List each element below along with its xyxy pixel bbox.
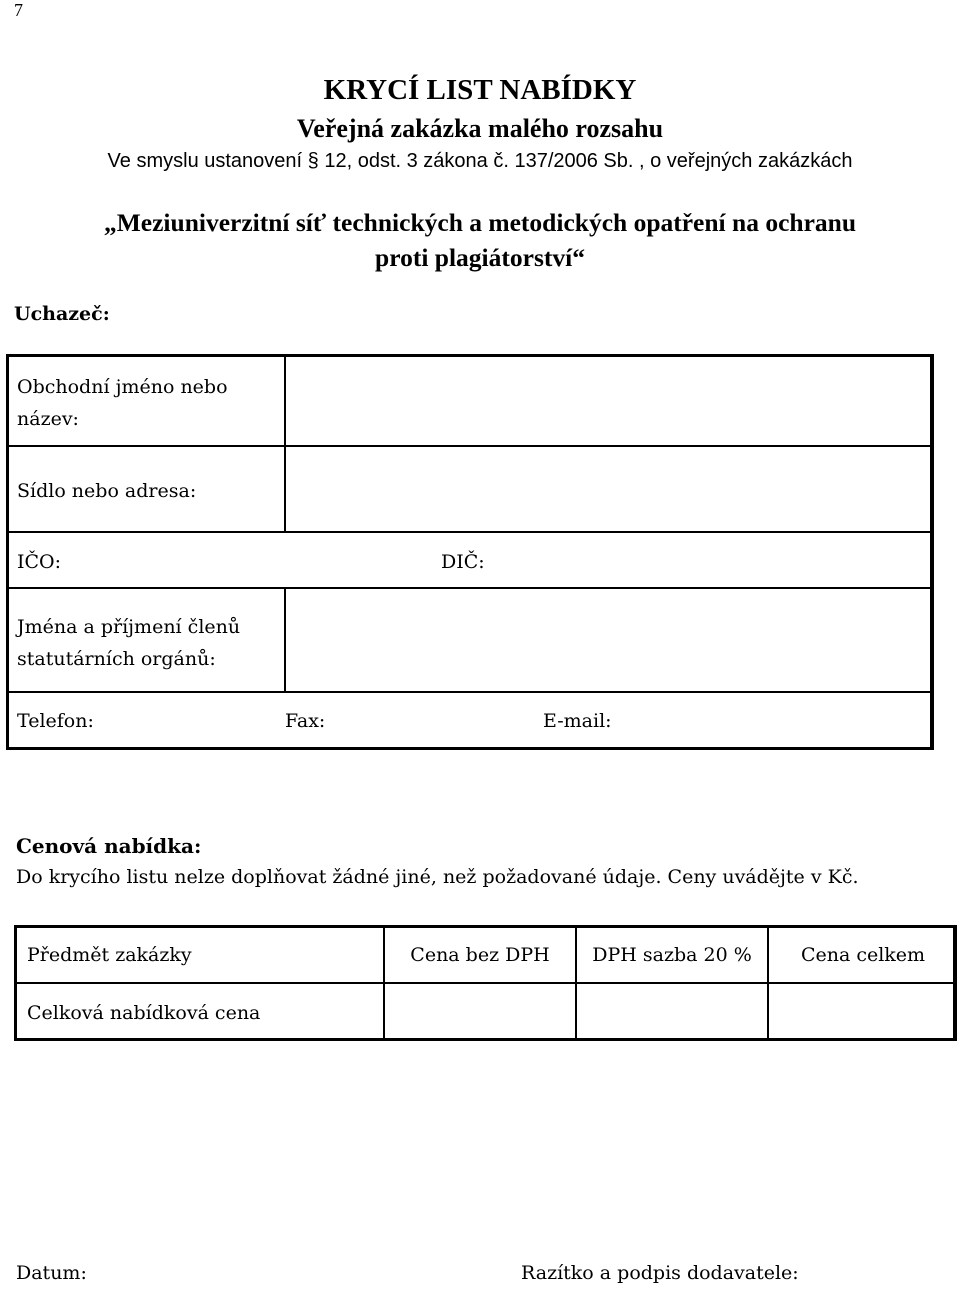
dic-label: DIČ: <box>441 551 485 573</box>
business-name-field[interactable] <box>291 361 921 441</box>
price-without-vat-field[interactable] <box>387 988 573 1036</box>
column-header-total-price: Cena celkem <box>800 944 926 966</box>
project-title <box>0 205 960 275</box>
phone-label: Telefon: <box>17 710 94 732</box>
page-number: 7 <box>14 0 23 20</box>
fax-label: Fax: <box>285 710 326 732</box>
column-header-subject: Předmět zakázky <box>27 944 192 966</box>
price-offer-heading: Cenová nabídka: <box>16 834 202 858</box>
date-label: Datum: <box>16 1262 87 1284</box>
statutory-members-field[interactable] <box>291 593 921 687</box>
legal-reference: Ve smyslu ustanovení § 12, odst. 3 zákona č. 137/2006 Sb. , o veřejných zakázkách <box>107 150 853 172</box>
price-table <box>14 925 957 1041</box>
applicant-section-label: Uchazeč: <box>14 303 110 325</box>
total-offer-price-label: Celková nabídková cena <box>27 1002 261 1024</box>
address-label: Sídlo nebo adresa: <box>17 480 197 502</box>
ico-label: IČO: <box>17 551 62 573</box>
row-divider <box>9 691 930 693</box>
price-table-row-divider <box>17 982 953 984</box>
document-subtitle: Veřejná zakázka malého rozsahu <box>296 114 664 143</box>
vat-field[interactable] <box>579 988 765 1036</box>
project-title-line-2: proti plagiátorství“ <box>375 243 585 272</box>
total-price-field[interactable] <box>771 988 953 1036</box>
statutory-members-label: Jména a příjmení členů statutárních orgánů: <box>17 616 241 670</box>
dic-field[interactable] <box>493 535 921 585</box>
stamp-signature-label: Razítko a podpis dodavatele: <box>521 1262 799 1284</box>
project-title-line-1: „Meziuniverzitní síť technických a metodických opatření na ochranu <box>103 208 857 237</box>
column-header-vat-rate: DPH sazba 20 % <box>592 944 752 966</box>
email-label: E-mail: <box>543 710 612 732</box>
document-title: KRYCÍ LIST NABÍDKY <box>323 74 637 106</box>
row-divider <box>9 445 930 447</box>
applicant-table <box>6 354 934 750</box>
business-name-label: Obchodní jméno nebo název: <box>17 376 228 430</box>
ico-field[interactable] <box>69 535 429 585</box>
row-divider <box>9 587 930 589</box>
price-offer-note: Do krycího listu nelze doplňovat žádné jiné, než požadované údaje. Ceny uvádějte v Kč. <box>16 866 859 888</box>
column-divider <box>284 589 286 693</box>
address-field[interactable] <box>291 449 921 529</box>
column-header-price-without-vat: Cena bez DPH <box>410 944 550 966</box>
column-divider <box>284 357 286 533</box>
row-divider <box>9 531 930 533</box>
